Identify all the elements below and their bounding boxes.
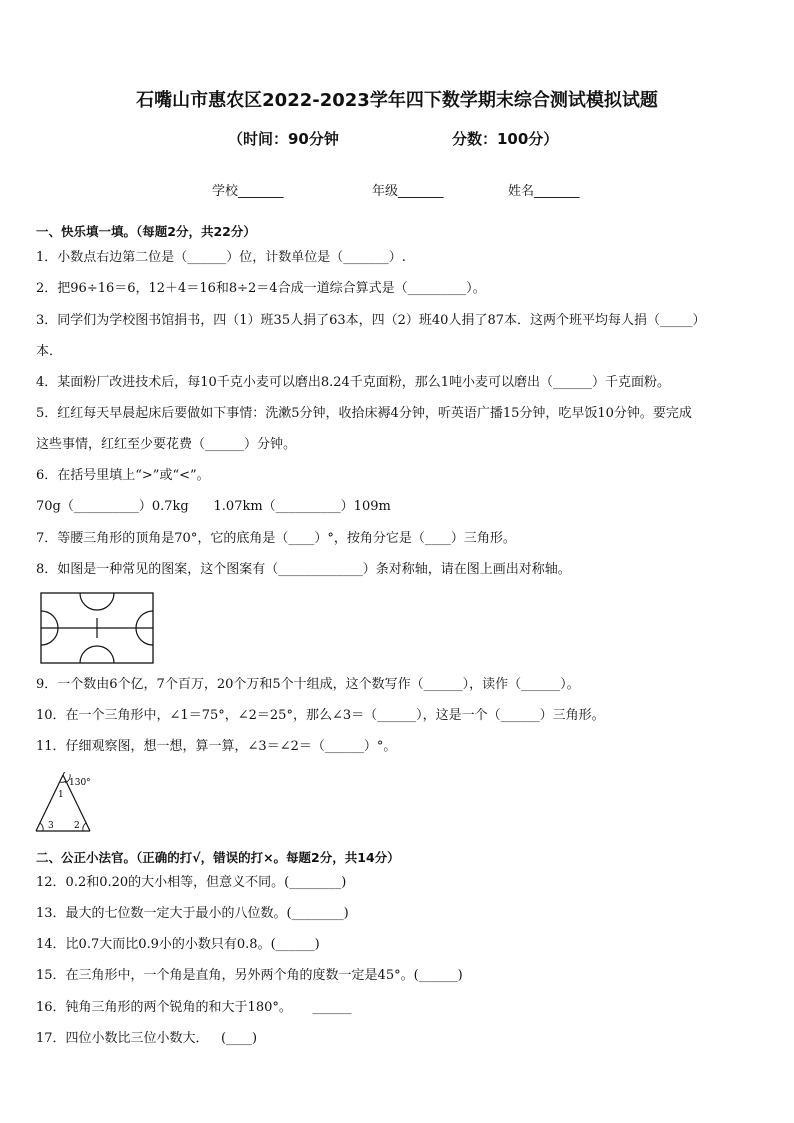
- question-11: 11．仔细观察图，想一想，算一算，∠3＝∠2＝（______）°。: [36, 739, 397, 754]
- question-9: 9．一个数由6个亿，7个百万，20个万和5个十组成，这个数写作（______），读作（______）。: [36, 677, 580, 692]
- question-16: 16．钝角三角形的两个锐角的和大于180°。 ______: [36, 1000, 352, 1015]
- question-4: 4．某面粉厂改进技术后，每10千克小麦可以磨出8.24千克面粉，那么1吨小麦可以磨出（______）千克面粉。: [36, 375, 671, 390]
- question-15: 15．在三角形中，一个角是直角，另外两个角的度数一定是45°。(______): [36, 968, 463, 983]
- question-3: 3．同学们为学校图书馆捐书，四（1）班35人捐了63本，四（2）班40人捐了87本．这两个班平均每人捐（_____）: [36, 313, 706, 328]
- question-12: 12．0.2和0.20的大小相等，但意义不同。(________): [36, 875, 347, 890]
- question-17: 17．四位小数比三位小数大． (____): [36, 1031, 258, 1046]
- page-title: 石嘴山市惠农区2022-2023学年四下数学期末综合测试模拟试题: [136, 90, 658, 111]
- name-field: 姓名_______: [508, 184, 580, 199]
- section-1-heading: 一、快乐填一填。（每题2分，共22分）: [36, 224, 256, 239]
- triangle-figure: [34, 772, 94, 834]
- angle-2-label: 2: [74, 821, 80, 831]
- angle-3-label: 3: [48, 821, 54, 831]
- question-5-cont: 这些事情，红红至少要花费（______）分钟。: [36, 437, 297, 452]
- angle-1-label: 1: [58, 790, 64, 800]
- score-label: 分数：100分）: [452, 130, 559, 148]
- grade-field: 年级_______: [372, 184, 444, 199]
- question-14: 14．比0.7大而比0.9小的小数只有0.8。(______): [36, 937, 320, 952]
- question-13: 13．最大的七位数一定大于最小的八位数。(________): [36, 906, 349, 921]
- question-1: 1．小数点右边第二位是（______）位，计数单位是（_______）.: [36, 250, 406, 265]
- question-7: 7．等腰三角形的顶角是70°，它的底角是（____）°，按角分它是（____）三角形。: [36, 531, 516, 546]
- symmetric-pattern-figure: [40, 592, 154, 664]
- question-10: 10．在一个三角形中，∠1＝75°，∠2＝25°，那么∠3＝（______），这是一个（______）三角形。: [36, 708, 605, 723]
- question-8: 8．如图是一种常见的图案，这个图案有（_____________）条对称轴，请在图上画出对称轴。: [36, 562, 571, 577]
- question-5: 5．红红每天早晨起床后要做如下事情：洗漱5分钟，收拾床褥4分钟，听英语广播15分钟，吃早饭10分钟。要完成: [36, 406, 692, 421]
- question-6-items: 70g（__________）0.7kg 1.07km（__________）109m: [36, 499, 391, 514]
- question-3-cont: 本．: [36, 344, 63, 359]
- question-2: 2．把96÷16＝6，12＋4＝16和8÷2＝4合成一道综合算式是（_________）。: [36, 281, 486, 296]
- angle-130-label: 130°: [69, 778, 91, 788]
- school-field: 学校_______: [212, 184, 284, 199]
- time-label: （时间：90分钟: [228, 130, 339, 148]
- question-6: 6．在括号里填上“>”或“<”。: [36, 468, 210, 483]
- section-2-heading: 二、公正小法官。（正确的打√，错误的打×。每题2分，共14分）: [36, 850, 400, 865]
